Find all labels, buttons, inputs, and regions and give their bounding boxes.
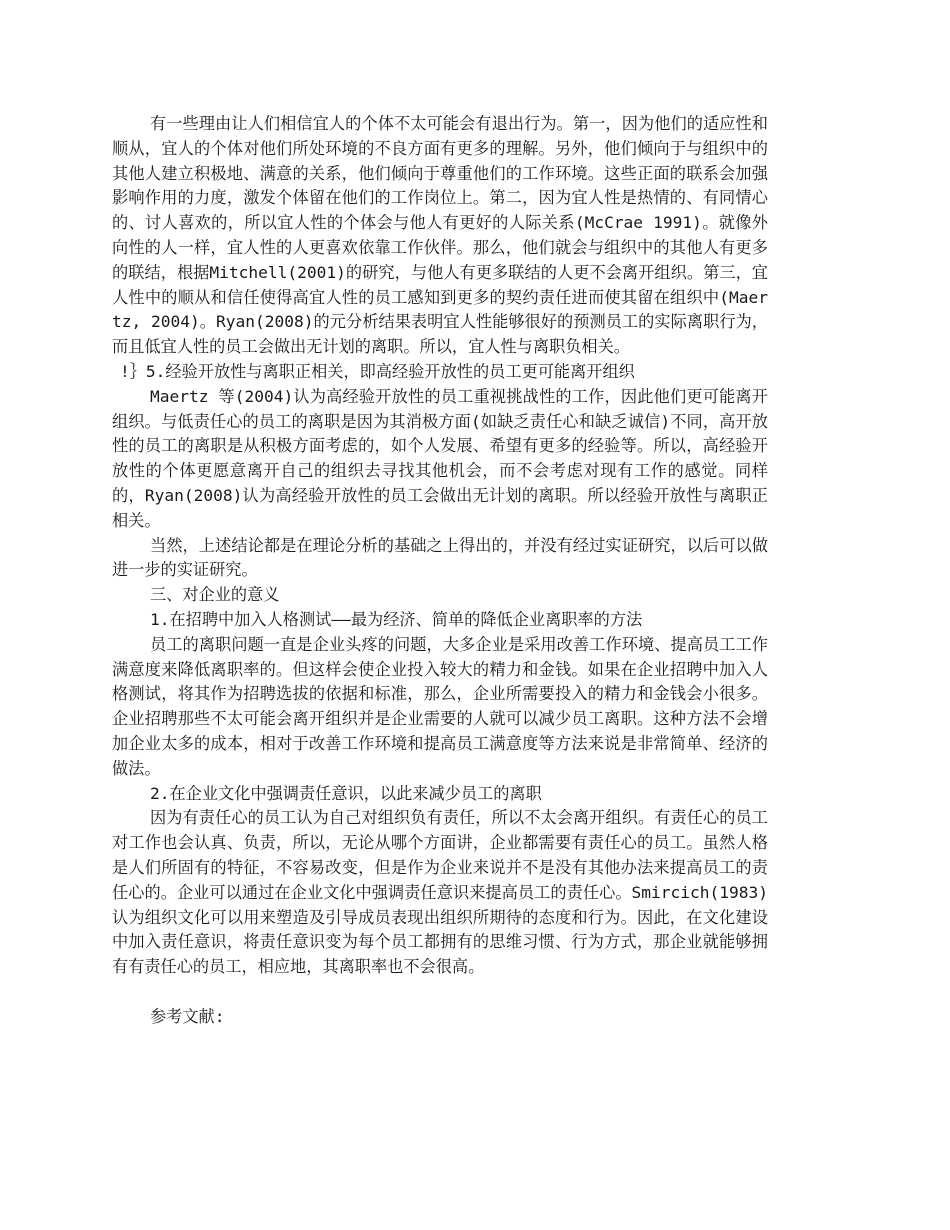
paragraph-openness: Maertz 等(2004)认为高经验开放性的员工重视挑战性的工作，因此他们更可能离开组织。与低责任心的员工的离职是因为其消极方面(如缺乏责任心和缺乏诚信)不同，高开放性的员工的离职是从积极方面考虑的，如个人发展、希望有更多的经验等。所以，高经验开放性的个体更愿意离开自己的组织去寻找其他机会，而不会考虑对现有工作的感觉。同样的，Ryan(2008)认为高经验开放性的员工会做出无计划的离职。所以经验开放性与离职正相关。: [112, 386, 768, 530]
references-heading: 参考文献:: [150, 1006, 225, 1026]
paragraph-responsibility-culture: 因为有责任心的员工认为自己对组织负有责任，所以不太会离开组织。有责任心的员工对工作也会认真、负责，所以，无论从哪个方面讲，企业都需要有责任心的员工。虽然人格是人们所固有的特征，不容易改变，但是作为企业来说并不是没有其他办法来提高员工的责任心的。企业可以通过在企业文化中强调责任意识来提高员工的责任心。Smircich(1983)认为组织文化可以用来塑造及引导成员表现出组织所期待的态度和行为。因此，在文化建设中加入责任意识，将责任意识变为每个员工都拥有的思维习惯、行为方式，那企业就能够拥有有责任心的员工，相应地，其离职率也不会很高。: [112, 808, 768, 977]
spacer: [112, 980, 768, 1005]
paragraph-personality-test: 员工的离职问题一直是企业头疼的问题，大多企业是采用改善工作环境、提高员工工作满意度来降低离职率的。但这样会使企业投入较大的精力和金钱。如果在企业招聘中加入人格测试，将其作为招聘选拔的依据和标准，那么，企业所需要投入的精力和金钱会小很多。企业招聘那些不太可能会离开组织并是企业需要的人就可以减少员工离职。这种方法不会增加企业太多的成本，相对于改善工作环境和提高员工满意度等方法来说是非常简单、经济的做法。: [112, 634, 768, 778]
paragraph-conclusion-note: 当然，上述结论都是在理论分析的基础之上得出的，并没有经过实证研究，以后可以做进一步的实证研究。: [112, 535, 768, 580]
subheading-personality-test: 1.在招聘中加入人格测试——最为经济、简单的降低企业离职率的方法: [150, 609, 643, 629]
subheading-responsibility-culture: 2.在企业文化中强调责任意识，以此来减少员工的离职: [150, 783, 542, 803]
section-heading-implications: 三、对企业的意义: [150, 585, 280, 605]
document-page: [112, 112, 768, 1029]
heading-openness: !｝5.经验开放性与离职正相关，即高经验开放性的员工更可能离开组织: [120, 361, 635, 381]
paragraph-agreeableness: 有一些理由让人们相信宜人的个体不太可能会有退出行为。第一，因为他们的适应性和顺从，宜人的个体对他们所处环境的不良方面有更多的理解。另外，他们倾向于与组织中的其他人建立积极地、满意的关系，他们倾向于尊重他们的工作环境。这些正面的联系会加强影响作用的力度，激发个体留在他们的工作岗位上。第二，因为宜人性是热情的、有同情心的、讨人喜欢的，所以宜人性的个体会与他人有更好的人际关系(McCrae 1991)。就像外向性的人一样，宜人性的人更喜欢依靠工作伙伴。那么，他们就会与组织中的其他人有更多的联结，根据Mitchell(2001)的研究，与他人有更多联结的人更不会离开组织。第三，宜人性中的顺从和信任使得高宜人性的员工感知到更多的契约责任进而使其留在组织中(Maertz, 2004)。Ryan(2008)的元分析结果表明宜人性能够很好的预测员工的实际离职行为，而且低宜人性的员工会做出无计划的离职。所以，宜人性与离职负相关。: [112, 114, 768, 357]
